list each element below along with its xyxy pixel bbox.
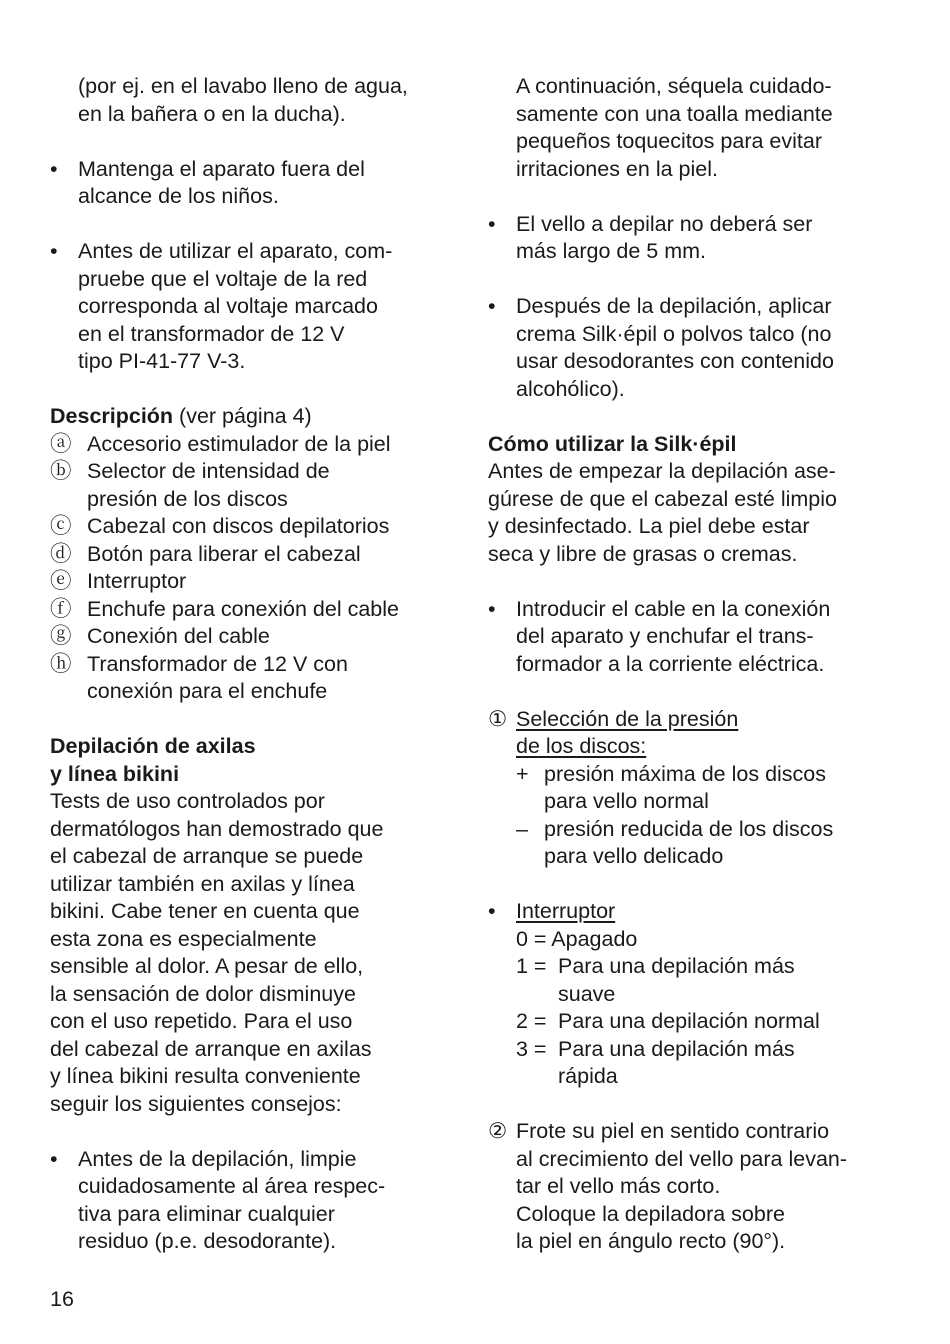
description-item: ⓓ Botón para liberar el cabezal (50, 541, 450, 569)
item-letter-h: ⓗ (50, 651, 72, 676)
description-item: ⓖ Conexión del cable (50, 623, 450, 651)
step-number-2: ② (488, 1119, 508, 1143)
item-letter-b: ⓑ (50, 459, 72, 483)
usage-paragraph: Antes de empezar la depilación ase- gúrese de que el cabezal esté limpio y desinfectado. La piel debe estar seca y libre de grasas o cremas. (488, 459, 837, 566)
bullet-children: • Mantenga el aparato fuera del alcance de los niños. (50, 156, 365, 208)
item-letter-e: ⓔ (50, 569, 72, 593)
description-note: (ver página 4) (173, 404, 312, 428)
bullet-marker: • (50, 1146, 58, 1171)
step-1-title: Selección de la presión (516, 706, 739, 731)
bullet-marker: • (488, 596, 496, 621)
switch-setting: 0 = Apagado (516, 926, 638, 951)
description-item: ⓒ Cabezal con discos depilatorios (50, 513, 450, 541)
step-number-1: ① (488, 706, 508, 731)
item-letter-f: ⓕ (50, 596, 72, 621)
plus-marker: + (516, 761, 529, 786)
bullet-voltage: • Antes de utilizar el aparato, com- pruebe que el voltaje de la red corresponda al voltaje marcado en el transformador de 12 V tipo PI-41-77 V-3. (50, 239, 393, 373)
bullet-marker: • (50, 156, 58, 181)
bullet-marker: • (488, 211, 496, 236)
bullet-switch (488, 898, 888, 953)
left-column (50, 73, 450, 1256)
item-letter-c: ⓒ (50, 514, 72, 538)
axilas-paragraph: Tests de uso controlados por dermatólogos han demostrado que el cabezal de arranque se puede utilizar también en axilas y línea bikini. Cabe tener en cuenta que esta zona es especialmente sensible al dolor. A pesar de ello, la sensación de dolor disminuye con el uso repetido. Para el uso del cabezal de arranque en axilas y línea bikini resulta conveniente seguir los siguientes consejos: (50, 789, 384, 1116)
description-item: ⓗ Transformador de 12 V con conexión para el enchufe (50, 651, 348, 703)
description-item: ⓔ Interruptor (50, 568, 450, 596)
bullet-plug-cable: • Introducir el cable en la conexión del aparato y enchufar el trans- formador a la corriente eléctrica. (488, 596, 831, 676)
step-1: ① Selección de la presión de los discos: (488, 706, 739, 758)
bullet-marker: • (488, 899, 496, 923)
step-2: ② Frote su piel en sentido contrario al crecimiento del vello para levan- tar el vello más corto. Coloque la depiladora sobre la piel en ángulo recto (90°). (488, 1119, 848, 1253)
item-letter-a: ⓐ (50, 431, 72, 456)
page-number: 16 (50, 1287, 74, 1311)
pressure-option: + presión máxima de los discos para vello normal (516, 761, 827, 813)
pressure-option: – presión reducida de los discos para vello delicado (516, 816, 834, 868)
switch-title: Interruptor (516, 899, 616, 923)
right-column (488, 73, 888, 1256)
description-item: ⓑ Selector de intensidad de presión de los discos (50, 459, 330, 511)
bullet-after-care: • Después de la depilación, aplicar crema Silk·épil o polvos talco (no usar desodorantes con contenido alcohólico). (488, 294, 834, 401)
switch-setting: 3 = Para una depilación más rápida (516, 1036, 795, 1088)
item-letter-g: ⓖ (50, 624, 72, 648)
minus-marker: – (516, 816, 528, 841)
description-item: ⓕ Enchufe para conexión del cable (50, 596, 450, 624)
description-heading (50, 403, 450, 431)
bullet-hair-length: • El vello a depilar no deberá ser más largo de 5 mm. (488, 211, 813, 263)
switch-setting: 2 = Para una depilación normal (516, 1009, 820, 1033)
bullet-marker: • (50, 239, 58, 263)
switch-setting: 1 = Para una depilación más suave (516, 954, 795, 1006)
usage-heading: Cómo utilizar la Silk·épil (488, 431, 737, 456)
continued-paragraph: (por ej. en el lavabo lleno de agua, en la bañera o en la ducha). (78, 74, 408, 126)
bullet-clean-area: • Antes de la depilación, limpie cuidadosamente al área respec- tiva para eliminar cualquier residuo (p.e. desodorante). (50, 1146, 386, 1253)
item-letter-d: ⓓ (50, 541, 72, 566)
continued-paragraph: A continuación, séquela cuidado- samente con una toalla mediante pequeños toquecitos para evitar irritaciones en la piel. (516, 74, 833, 181)
description-item: ⓐ Accesorio estimulador de la piel (50, 431, 450, 459)
axilas-heading: Depilación de axilas y línea bikini (50, 734, 256, 786)
description-title: Descripción (50, 404, 174, 428)
bullet-marker: • (488, 294, 496, 318)
